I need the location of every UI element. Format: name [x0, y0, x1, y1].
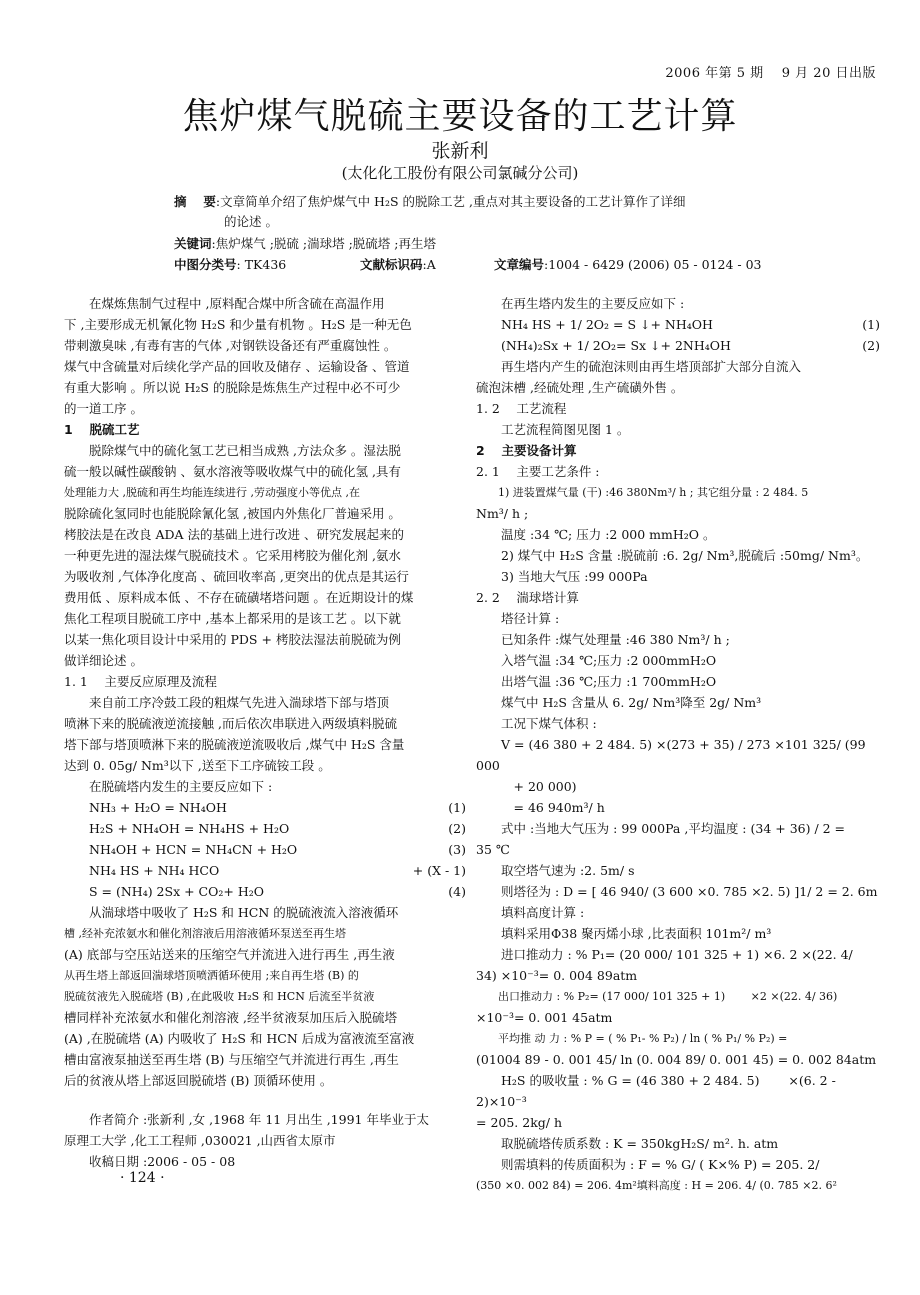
- calc-line: 则需填料的传质面积为 : F = % G/ ( K×% P) = 205. 2/: [501, 1157, 820, 1172]
- condition-line: Nm³/ h ;: [476, 506, 529, 521]
- body-line: 一种更先进的湿法煤气脱硫技术 。它采用栲胶为催化剂 ,氨水: [64, 548, 401, 563]
- body-line: 以某一焦化项目设计中采用的 PDS + 栲胶法湿法前脱硫为例: [64, 632, 401, 647]
- abstract-text-1: :文章简单介绍了焦炉煤气中 H₂S 的脱除工艺 ,重点对其主要设备的工艺计算作了详细: [215, 194, 686, 209]
- abstract: [174, 192, 794, 232]
- calc-line: 出口推动力 : % P₂= (17 000/ 101 325 + 1) ×2 ×(22. 4/ 36): [498, 990, 838, 1003]
- equation: (NH₄)₂Sx + 1/ 2O₂= Sx ↓+ 2NH₄OH: [501, 338, 731, 353]
- paper-title: 焦炉煤气脱硫主要设备的工艺计算: [182, 96, 738, 137]
- body-line: 焦化工程项目脱硫工序中 ,基本上都采用的是该工艺 。以下就: [64, 611, 401, 626]
- body-line: 槽 ,经补充浓氨水和催化剂溶液后用溶液循环泵送至再生塔: [64, 927, 346, 940]
- calc-line: 煤气中 H₂S 含量从 6. 2g/ Nm³降至 2g/ Nm³: [501, 695, 762, 710]
- condition-line: 温度 :34 ℃; 压力 :2 000 mmH₂O 。: [501, 527, 716, 542]
- reactions-intro: 在脱硫塔内发生的主要反应如下 :: [89, 779, 273, 794]
- equation-row: [64, 881, 474, 902]
- clc-label: 中图分类号: [174, 257, 237, 272]
- clc-value: : TK436: [236, 257, 287, 272]
- equation-row: [64, 839, 474, 860]
- section-1-heading: 1 脱硫工艺: [64, 422, 140, 437]
- body-line: 栲胶法是在改良 ADA 法的基础上进行改进 、研究发展起来的: [64, 527, 404, 542]
- equation: NH₃ + H₂O = NH₄OH: [89, 800, 227, 815]
- author-affiliation: (太化化工股份有限公司氯碱分公司): [341, 164, 579, 182]
- article-no-label: 文章编号: [494, 257, 545, 272]
- section-2-heading: 2 主要设备计算: [476, 443, 577, 458]
- equation-row: [476, 314, 888, 335]
- condition-line: 2) 煤气中 H₂S 含量 :脱硫前 :6. 2g/ Nm³,脱硫后 :50mg/ Nm³。: [501, 548, 869, 563]
- body-line: 硫一般以碱性碳酸钠 、氨水溶液等吸收煤气中的硫化氢 ,具有: [64, 464, 401, 479]
- intro-line: 有重大影响 。所以说 H₂S 的脱除是炼焦生产过程中必不可少: [64, 380, 401, 395]
- issue-date: 2006 年第 5 期 9 月 20 日出版: [665, 66, 876, 81]
- intro-line: 带刺激臭味 ,有毒有害的气体 ,对钢铁设备还有严重腐蚀性 。: [64, 338, 397, 353]
- keywords-label: 关键词: [174, 236, 212, 251]
- body-line: 再生塔内产生的硫泡沫则由再生塔顶部扩大部分自流入: [501, 359, 802, 374]
- equation-number: + (X - 1): [412, 863, 466, 878]
- author-bio: 作者简介 :张新利 ,女 ,1968 年 11 月出生 ,1991 年毕业于太: [89, 1112, 429, 1127]
- calc-line: 填料高度计算 :: [501, 905, 585, 920]
- classification-line: [174, 255, 814, 275]
- body-line: 硫泡沫槽 ,经硫处理 ,生产硫磺外售 。: [476, 380, 684, 395]
- equation-number: (3): [448, 842, 466, 857]
- equation: S = (NH₄) 2Sx + CO₂+ H₂O: [89, 884, 264, 899]
- body-line: (A) 底部与空压站送来的压缩空气并流进入进行再生 ,再生液: [64, 947, 395, 962]
- condition-line: 3) 当地大气压 :99 000Pa: [501, 569, 648, 584]
- calc-line: 则塔径为 : D = [ 46 940/ (3 600 ×0. 785 ×2. 5) ]1/ 2 = 2. 6m: [501, 884, 878, 899]
- keywords: [174, 234, 794, 254]
- received-date: 收稿日期 :2006 - 05 - 08: [89, 1154, 236, 1169]
- calc-line: 填料采用Φ38 聚丙烯小球 ,比表面积 101m²/ m³: [501, 926, 772, 941]
- body-line: 做详细论述 。: [64, 653, 143, 668]
- calc-line: (01004 89 - 0. 001 45/ ln (0. 004 89/ 0. 001 45) = 0. 002 84atm: [476, 1052, 877, 1067]
- equation-row: [64, 797, 474, 818]
- section-1-2-heading: 1. 2 工艺流程: [476, 401, 567, 416]
- calc-line: 塔径计算 :: [501, 611, 560, 626]
- calc-line: 34) ×10⁻³= 0. 004 89atm: [476, 968, 638, 983]
- formula-line: + 20 000): [513, 779, 577, 794]
- intro-line: 下 ,主要形成无机氰化物 H₂S 和少量有机物 。H₂S 是一种无色: [64, 317, 412, 332]
- section-2-1-heading: 2. 1 主要工艺条件 :: [476, 464, 600, 479]
- equation-number: (1): [448, 800, 466, 815]
- calc-line: 已知条件 :煤气处理量 :46 380 Nm³/ h ;: [501, 632, 730, 647]
- equation-number: (2): [448, 821, 466, 836]
- keywords-text: :焦炉煤气 ;脱硫 ;湍球塔 ;脱硫塔 ;再生塔: [211, 236, 436, 251]
- calc-line: H₂S 的吸收量 : % G = (46 380 + 2 484. 5) ×(6. 2 - 2)×10⁻³: [476, 1073, 836, 1109]
- formula-line: V = (46 380 + 2 484. 5) ×(273 + 35) / 273 ×101 325/ (99 000: [476, 737, 866, 773]
- body-line: 后的贫液从塔上部返回脱硫塔 (B) 顶循环使用 。: [64, 1073, 333, 1088]
- calc-line: 出塔气温 :36 ℃;压力 :1 700mmH₂O: [501, 674, 717, 689]
- section-1-1-heading: 1. 1 主要反应原理及流程: [64, 674, 217, 689]
- calc-line: 入塔气温 :34 ℃;压力 :2 000mmH₂O: [501, 653, 717, 668]
- body-line: 脱除硫化氢同时也能脱除氰化氢 ,被国内外焦化厂普遍采用 。: [64, 506, 401, 521]
- article-no-value: :1004 - 6429 (2006) 05 - 0124 - 03: [544, 257, 762, 272]
- author-bio: 原理工大学 ,化工工程师 ,030021 ,山西省太原市: [64, 1133, 336, 1148]
- equation-row: [64, 818, 474, 839]
- doc-code-value: :A: [422, 257, 436, 272]
- calc-line: 进口推动力 : % P₁= (20 000/ 101 325 + 1) ×6. 2 ×(22. 4/: [501, 947, 853, 962]
- body-line: 喷淋下来的脱硫液逆流接触 ,而后依次串联进入两级填料脱硫: [64, 716, 397, 731]
- body-line: 从湍球塔中吸收了 H₂S 和 HCN 的脱硫液流入溶液循环: [89, 905, 399, 920]
- body-line: 塔下部与塔顶喷淋下来的脱硫液逆流吸收后 ,煤气中 H₂S 含量: [64, 737, 405, 752]
- condition-line: 1) 进装置煤气量 (干) :46 380Nm³/ h ; 其它组分量 : 2 484. 5: [498, 486, 809, 499]
- calc-line: ×10⁻³= 0. 001 45atm: [476, 1010, 613, 1025]
- equation: NH₄ HS + NH₄ HCO: [89, 863, 220, 878]
- page-number: · 124 ·: [120, 1170, 165, 1186]
- body-line: 处理能力大 ,脱硫和再生均能连续进行 ,劳动强度小等优点 ,在: [64, 486, 360, 499]
- equation-number: (4): [448, 884, 466, 899]
- intro-line: 的一道工序 。: [64, 401, 143, 416]
- note-line: 35 ℃: [476, 842, 510, 857]
- equation-row: [64, 860, 474, 881]
- calc-line: 取脱硫塔传质系数 : K = 350kgH₂S/ m². h. atm: [501, 1136, 779, 1151]
- calc-line: 取空塔气速为 :2. 5m/ s: [501, 863, 635, 878]
- right-column: [476, 293, 888, 1196]
- intro-line: 煤气中含硫量对后续化学产品的回收及储存 、运输设备 、管道: [64, 359, 410, 374]
- formula-line: = 46 940m³/ h: [513, 800, 605, 815]
- regen-intro: 在再生塔内发生的主要反应如下 :: [501, 296, 685, 311]
- doc-code-label: 文献标识码: [360, 257, 423, 272]
- equation-row: [476, 335, 888, 356]
- body-line: 脱除煤气中的硫化氢工艺已相当成熟 ,方法众多 。湿法脱: [89, 443, 401, 458]
- calc-line: = 205. 2kg/ h: [476, 1115, 563, 1130]
- equation: NH₄OH + HCN = NH₄CN + H₂O: [89, 842, 298, 857]
- body-line: 费用低 、原料成本低 、不存在硫磺堵塔问题 。在近期设计的煤: [64, 590, 414, 605]
- left-column: [64, 293, 474, 1172]
- body-line: 工艺流程简图见图 1 。: [501, 422, 630, 437]
- equation: NH₄ HS + 1/ 2O₂ = S ↓+ NH₄OH: [501, 317, 713, 332]
- body-line: 槽由富液泵抽送至再生塔 (B) 与压缩空气并流进行再生 ,再生: [64, 1052, 399, 1067]
- section-2-2-heading: 2. 2 湍球塔计算: [476, 590, 579, 605]
- note-line: 式中 :当地大气压为 : 99 000Pa ,平均温度 : (34 + 36) / 2 =: [501, 821, 846, 836]
- equation-number: (2): [862, 338, 880, 353]
- equation: H₂S + NH₄OH = NH₄HS + H₂O: [89, 821, 290, 836]
- body-line: 从再生塔上部返回湍球塔顶喷洒循环使用 ;来自再生塔 (B) 的: [64, 969, 359, 982]
- body-line: 脱硫贫液先入脱硫塔 (B) ,在此吸收 H₂S 和 HCN 后流至半贫液: [64, 990, 375, 1003]
- abstract-text-2: 的论述 。: [224, 214, 278, 229]
- equation-number: (1): [862, 317, 880, 332]
- body-line: (A) ,在脱硫塔 (A) 内吸收了 H₂S 和 HCN 后成为富液流至富液: [64, 1031, 415, 1046]
- author-name: 张新利: [431, 140, 489, 162]
- intro-line: 在煤炼焦制气过程中 ,原料配合煤中所含硫在高温作用: [89, 296, 385, 311]
- body-line: 达到 0. 05g/ Nm³以下 ,送至下工序硫铵工段 。: [64, 758, 331, 773]
- calc-line: 工况下煤气体积 :: [501, 716, 597, 731]
- body-line: 为吸收剂 ,气体净化度高 、硫回收率高 ,更突出的优点是其运行: [64, 569, 409, 584]
- body-line: 来自前工序冷鼓工段的粗煤气先进入湍球塔下部与塔顶: [89, 695, 390, 710]
- abstract-label: 摘 要: [174, 194, 216, 209]
- calc-line: 平均推 动 力 : % P = ( % P₁- % P₂) / ln ( % P₁/ % P₂) =: [498, 1032, 788, 1045]
- calc-line: (350 ×0. 002 84) = 206. 4m²填料高度 : H = 206. 4/ (0. 785 ×2. 6²: [476, 1179, 837, 1192]
- body-line: 槽同样补充浓氨水和催化剂溶液 ,经半贫液泵加压后入脱硫塔: [64, 1010, 397, 1025]
